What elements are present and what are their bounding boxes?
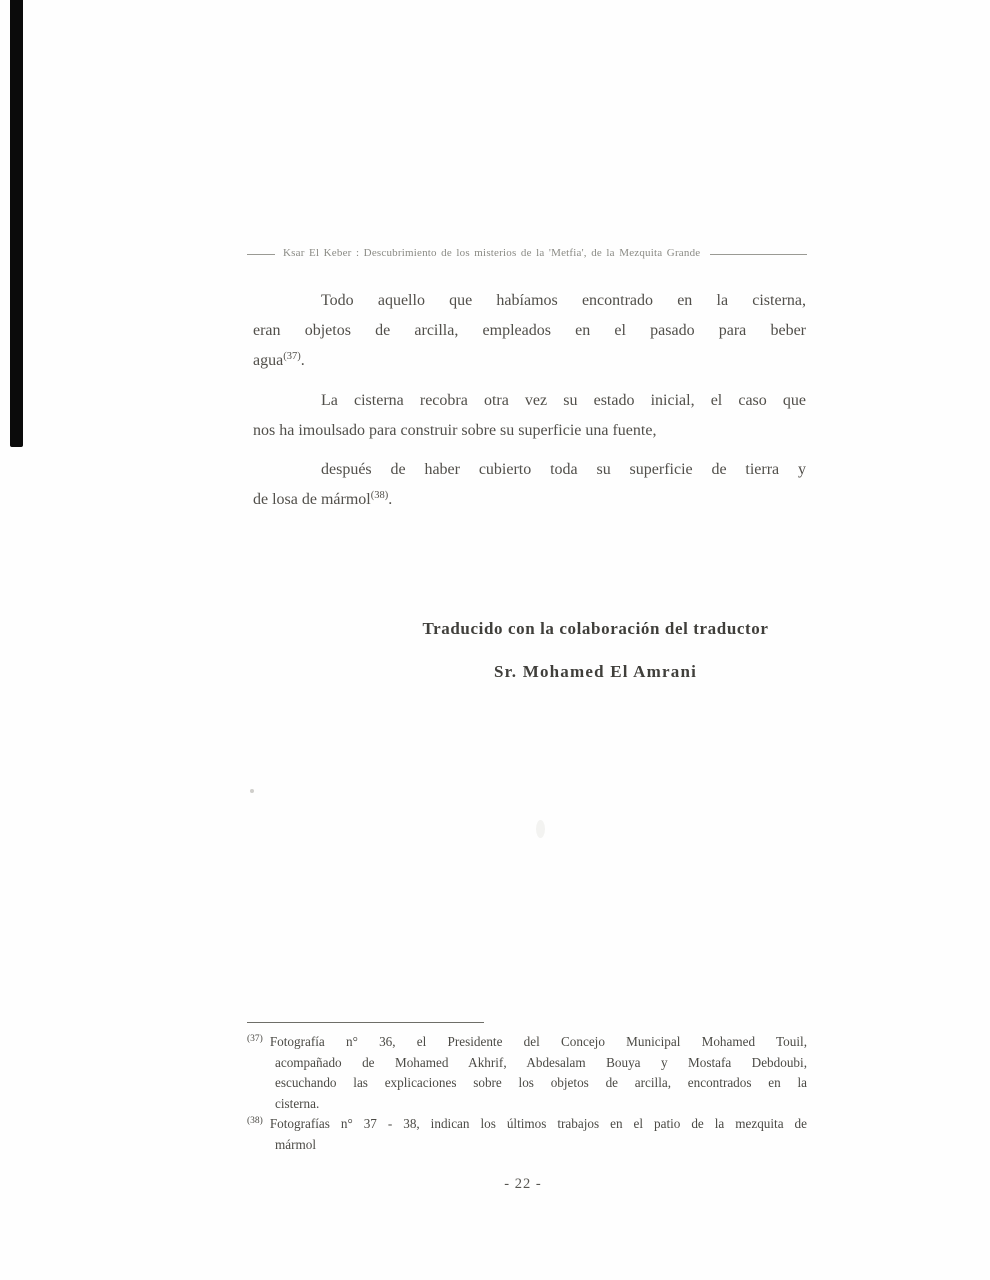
paragraph-2-line-1: La cisterna recobra otra vez su estado inicial, el caso que [321, 392, 806, 409]
header-rule-left [247, 254, 275, 255]
paragraph-2 [253, 386, 806, 446]
footnote-37-text-1: Fotografía n° 36, el Presidente del Concejo Municipal Mohamed Touil, [269, 1034, 807, 1049]
footnote-37 [247, 1032, 807, 1114]
footnote-38-line-2: mármol [275, 1136, 317, 1152]
footnote-38-marker: (38) [247, 1116, 263, 1126]
footnote-37-line-1 [247, 1032, 807, 1053]
scan-binding-edge-artifact [10, 0, 23, 447]
page-number: - 22 - [504, 1176, 542, 1192]
running-header [247, 247, 807, 259]
paragraph-3-line-1: después de haber cubierto toda su superficie de tierra y [321, 461, 806, 478]
paragraph-3-line-2-period: . [388, 491, 393, 508]
footnote-ref-38: (38) [370, 490, 389, 501]
footnote-38 [247, 1114, 807, 1155]
footnote-separator-rule [247, 1022, 484, 1023]
footnote-37-line-2: acompañado de Mohamed Akhrif, Abdesalam Bouya y Mostafa Debdoubi, [275, 1054, 807, 1070]
paragraph-3-line-2-text: de losa de mármol [253, 491, 371, 508]
translator-credit-line: Traducido con la colaboración del traductor [422, 619, 769, 638]
footnote-38-text-1: Fotografías n° 37 - 38, indican los últimos trabajos en el patio de la mezquita de [269, 1116, 807, 1131]
footnote-ref-37: (37) [283, 351, 301, 362]
paragraph-1-line-1: Todo aquello que habíamos encontrado en la cisterna, [321, 292, 806, 309]
paragraph-1 [253, 286, 806, 376]
scan-speck-artifact [250, 789, 254, 793]
footnote-37-line-3: escuchando las explicaciones sobre los objetos de arcilla, encontrados en la [275, 1075, 807, 1090]
paragraph-1-line-3-text: agua [253, 352, 284, 369]
header-title: Ksar El Keber : Descubrimiento de los misterios de la 'Metfia', de la Mezquita Grande [283, 247, 701, 259]
paragraph-1-line-3 [253, 346, 806, 376]
footnote-37-line-4: cisterna. [275, 1095, 320, 1111]
paragraph-2-line-2: nos ha imoulsado para construir sobre su superficie una fuente, [253, 422, 657, 439]
paragraph-3 [253, 455, 806, 515]
footnote-37-marker: (37) [247, 1034, 263, 1044]
paragraph-1-line-3-period: . [300, 352, 305, 369]
scan-smudge-artifact [536, 820, 545, 838]
footnote-38-line-1 [247, 1114, 807, 1135]
translator-name: Sr. Mohamed El Amrani [493, 662, 698, 681]
header-rule-right [710, 254, 807, 255]
paragraph-1-line-2: eran objetos de arcilla, empleados en el pasado para beber [253, 322, 806, 339]
paragraph-3-line-2 [253, 485, 806, 515]
